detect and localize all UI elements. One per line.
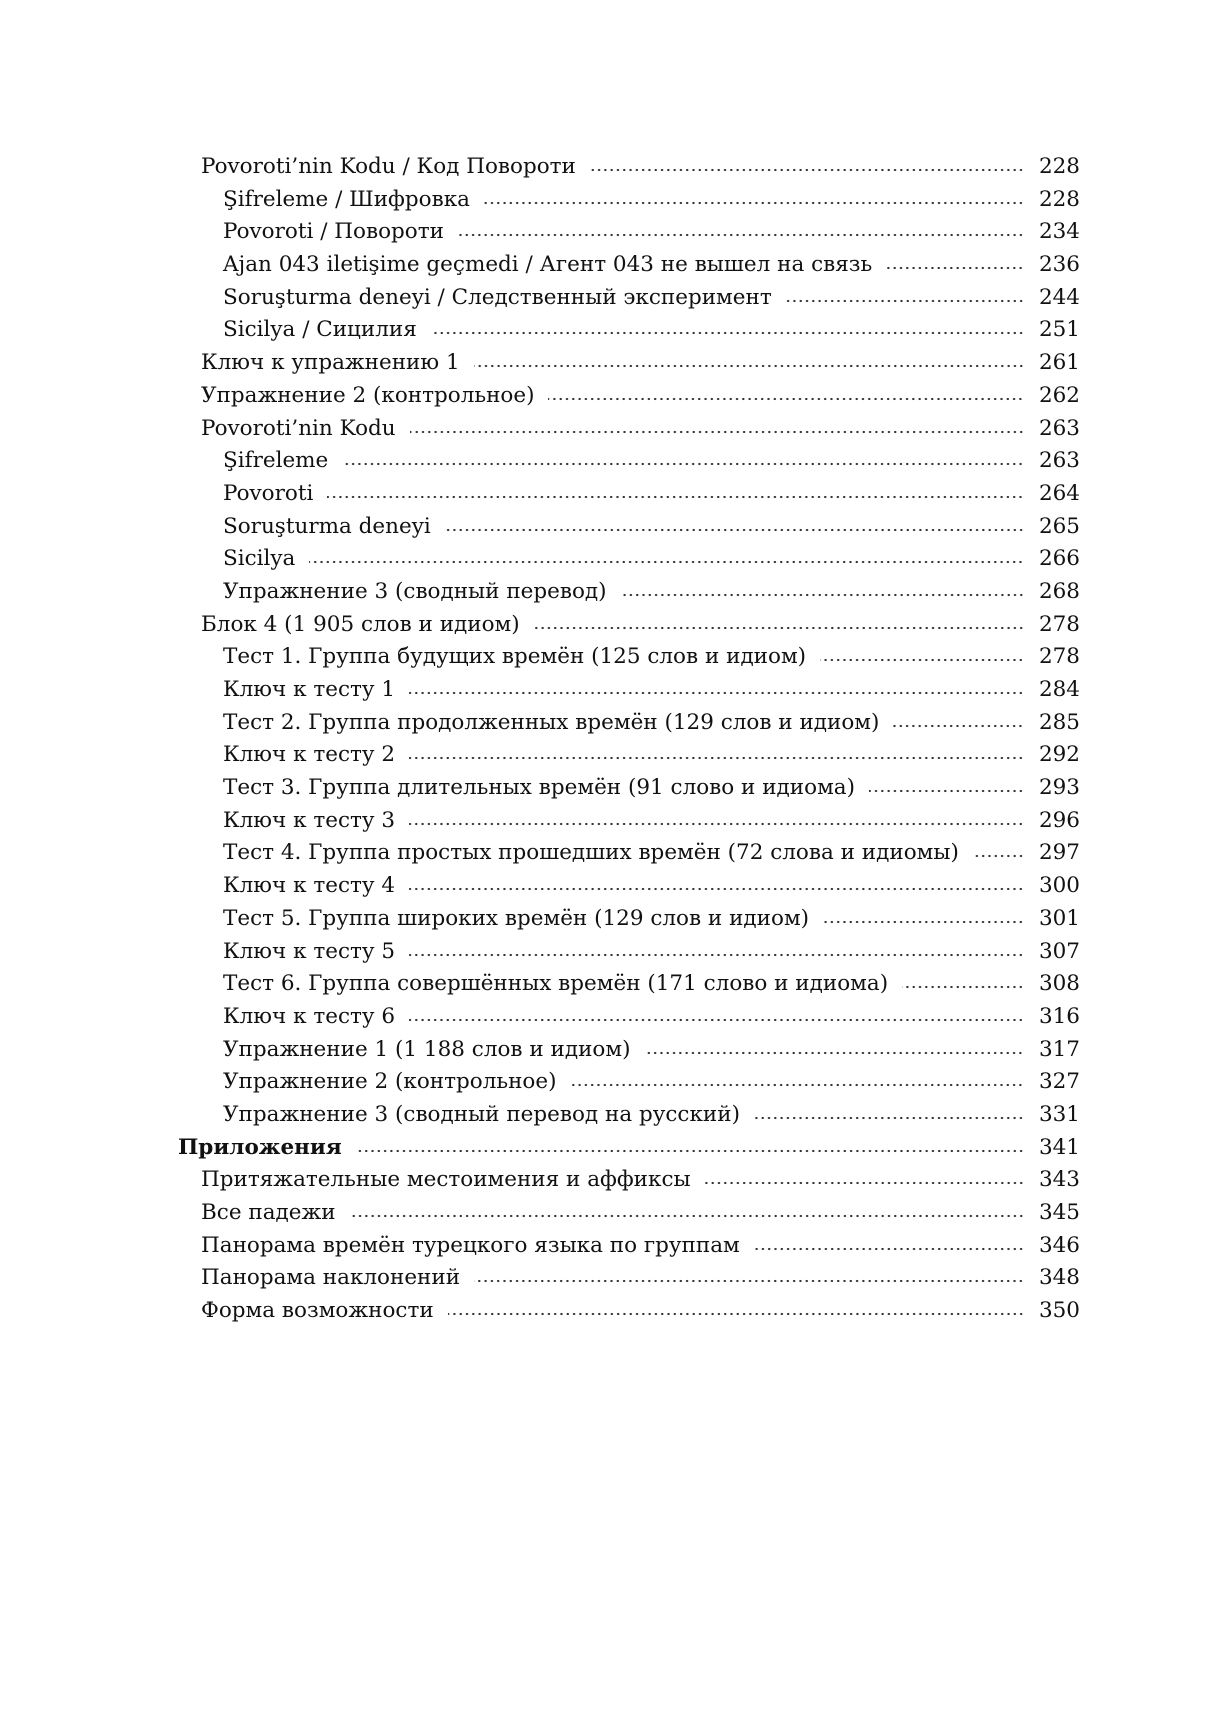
toc-entry-title: Упражнение 2 (контрольное)	[201, 382, 535, 408]
dot-leader	[754, 1115, 1024, 1121]
toc-entry-title: Ключ к тесту 2	[223, 742, 396, 768]
dot-leader	[786, 298, 1024, 304]
dot-leader	[484, 200, 1024, 206]
toc-entry	[178, 249, 1080, 282]
toc-entry-page-number: 327	[1038, 1069, 1080, 1095]
toc-entry-page-number: 307	[1038, 938, 1080, 964]
dot-leader	[327, 494, 1024, 500]
dot-leader	[823, 919, 1024, 925]
dot-leader	[448, 1311, 1024, 1317]
toc-entry-title: Форма возможности	[201, 1298, 434, 1324]
toc-entry-title: Povoroti / Повороти	[223, 219, 444, 245]
toc-entry-page-number: 285	[1038, 709, 1080, 735]
toc-entry-page-number: 278	[1038, 644, 1080, 670]
toc-entry-title: Блок 4 (1 905 слов и идиом)	[201, 611, 520, 637]
toc-entry	[178, 837, 1080, 870]
toc-entry	[178, 641, 1080, 674]
toc-entry-title: Ключ к тесту 5	[223, 938, 396, 964]
dot-leader	[973, 853, 1024, 859]
toc-entry-page-number: 346	[1038, 1232, 1080, 1258]
dot-leader	[356, 1148, 1024, 1154]
dot-leader	[409, 755, 1024, 761]
toc-entry-title: Şifreleme	[223, 448, 329, 474]
toc-entry-title: Приложения	[178, 1134, 342, 1160]
toc-entry-title: Тест 6. Группа совершённых времён (171 слово и идиома)	[223, 971, 889, 997]
toc-entry-page-number: 262	[1038, 382, 1080, 408]
dot-leader	[902, 984, 1024, 990]
dot-leader	[590, 167, 1024, 173]
dot-leader	[754, 1246, 1024, 1252]
toc-section-entry	[178, 1132, 1080, 1165]
toc-entry-title: Ключ к тесту 4	[223, 873, 396, 899]
toc-entry-page-number: 263	[1038, 448, 1080, 474]
toc-entry	[178, 511, 1080, 544]
toc-entry	[178, 1099, 1080, 1132]
toc-entry-page-number: 251	[1038, 317, 1080, 343]
toc-entry-page-number: 228	[1038, 186, 1080, 212]
dot-leader	[342, 461, 1024, 467]
toc-entry-page-number: 296	[1038, 807, 1080, 833]
toc-entry-page-number: 341	[1038, 1134, 1080, 1160]
toc-entry-title: Sicilya	[223, 546, 296, 572]
toc-entry-page-number: 264	[1038, 480, 1080, 506]
dot-leader	[309, 559, 1024, 565]
toc-entry	[178, 739, 1080, 772]
toc-entry	[178, 936, 1080, 969]
toc-entry-page-number: 292	[1038, 742, 1080, 768]
toc-entry-page-number: 348	[1038, 1265, 1080, 1291]
dot-leader	[644, 1050, 1024, 1056]
toc-entry	[178, 1001, 1080, 1034]
toc-entry	[178, 347, 1080, 380]
toc-entry	[178, 576, 1080, 609]
toc-entry-title: Панорама времён турецкого языка по группам	[201, 1232, 740, 1258]
toc-entry	[178, 151, 1080, 184]
toc-entry	[178, 609, 1080, 642]
toc-entry-page-number: 278	[1038, 611, 1080, 637]
toc-entry	[178, 445, 1080, 478]
dot-leader	[820, 657, 1024, 663]
toc-entry	[178, 1262, 1080, 1295]
dot-leader	[893, 723, 1024, 729]
toc-entry-page-number: 236	[1038, 252, 1080, 278]
dot-leader	[431, 330, 1024, 336]
toc-entry-page-number: 263	[1038, 415, 1080, 441]
toc-entry-title: Ключ к тесту 3	[223, 807, 396, 833]
toc-entry	[178, 805, 1080, 838]
toc-entry-title: Упражнение 3 (сводный перевод)	[223, 578, 607, 604]
toc-entry	[178, 282, 1080, 315]
dot-leader	[869, 788, 1024, 794]
toc-entry-page-number: 234	[1038, 219, 1080, 245]
dot-leader	[534, 625, 1024, 631]
toc-entry	[178, 413, 1080, 446]
dot-leader	[705, 1180, 1024, 1186]
toc-entry-title: Упражнение 2 (контрольное)	[223, 1069, 557, 1095]
toc-entry-title: Тест 4. Группа простых прошедших времён (72 слова и идиомы)	[223, 840, 959, 866]
toc-entry	[178, 1034, 1080, 1067]
toc-entry	[178, 674, 1080, 707]
toc-entry-page-number: 308	[1038, 971, 1080, 997]
toc-entry-title: Ajan 043 iletişime geçmedi / Агент 043 не вышел на связь	[223, 252, 873, 278]
toc-entry-title: Sicilya / Сицилия	[223, 317, 417, 343]
toc-entry-page-number: 350	[1038, 1298, 1080, 1324]
toc-entry-page-number: 266	[1038, 546, 1080, 572]
toc-entry-page-number: 268	[1038, 578, 1080, 604]
toc-entry	[178, 478, 1080, 511]
toc-entry-page-number: 300	[1038, 873, 1080, 899]
toc-entry	[178, 1164, 1080, 1197]
toc-entry-page-number: 343	[1038, 1167, 1080, 1193]
toc-entry-title: Soruşturma deneyi	[223, 513, 431, 539]
toc-entry-title: Тест 1. Группа будущих времён (125 слов и идиом)	[223, 644, 807, 670]
toc-entry	[178, 184, 1080, 217]
toc-entry-page-number: 331	[1038, 1101, 1080, 1127]
toc-entry	[178, 1066, 1080, 1099]
toc-entry-page-number: 284	[1038, 677, 1080, 702]
dot-leader	[548, 396, 1024, 402]
toc-entry	[178, 1295, 1080, 1328]
toc-entry-page-number: 297	[1038, 840, 1080, 866]
toc-entry-title: Ключ к упражнению 1	[201, 350, 460, 376]
toc-entry	[178, 870, 1080, 903]
dot-leader	[570, 1082, 1024, 1088]
toc-entry-title: Povoroti’nin Kodu	[201, 415, 396, 441]
toc-entry-title: Тест 5. Группа широких времён (129 слов и идиом)	[223, 905, 810, 931]
dot-leader	[410, 429, 1024, 435]
toc-entry-title: Упражнение 3 (сводный перевод на русский)	[223, 1101, 740, 1127]
toc-entry-page-number: 244	[1038, 284, 1080, 310]
toc-entry-title: Тест 3. Группа длительных времён (91 слово и идиома)	[223, 775, 855, 801]
dot-leader	[409, 952, 1024, 958]
toc-entry-title: Ключ к тесту 1	[223, 677, 396, 702]
dot-leader	[621, 592, 1024, 598]
dot-leader	[886, 265, 1024, 271]
toc-entry-page-number: 228	[1038, 154, 1080, 179]
toc-entry-page-number: 261	[1038, 350, 1080, 376]
dot-leader	[409, 821, 1024, 827]
toc-entry-page-number: 293	[1038, 775, 1080, 801]
toc-entry	[178, 903, 1080, 936]
toc-entry	[178, 380, 1080, 413]
toc-entry	[178, 216, 1080, 249]
toc-entry	[178, 1197, 1080, 1230]
dot-leader	[409, 1017, 1024, 1023]
toc-entry-page-number: 316	[1038, 1003, 1080, 1029]
toc-entry-title: Şifreleme / Шифровка	[223, 186, 470, 212]
dot-leader	[445, 527, 1024, 533]
toc-entry	[178, 707, 1080, 740]
toc-entry-title: Soruşturma deneyi / Следственный эксперимент	[223, 284, 772, 310]
toc-entry-page-number: 345	[1038, 1200, 1080, 1225]
dot-leader	[409, 886, 1024, 892]
toc-entry-title: Все падежи	[201, 1200, 336, 1225]
toc-entry	[178, 1230, 1080, 1263]
toc-entry-page-number: 317	[1038, 1036, 1080, 1062]
toc-entry-page-number: 265	[1038, 513, 1080, 539]
dot-leader	[350, 1213, 1024, 1219]
toc-entry-title: Притяжательные местоимения и аффиксы	[201, 1167, 691, 1193]
dot-leader	[409, 690, 1024, 696]
table-of-contents	[178, 151, 1080, 1328]
dot-leader	[458, 232, 1024, 238]
toc-entry-title: Povoroti’nin Kodu / Код Повороти	[201, 154, 576, 179]
toc-entry-title: Тест 2. Группа продолженных времён (129 слов и идиом)	[223, 709, 880, 735]
toc-entry	[178, 543, 1080, 576]
toc-entry-page-number: 301	[1038, 905, 1080, 931]
dot-leader	[474, 363, 1024, 369]
toc-entry-title: Панорама наклонений	[201, 1265, 461, 1291]
toc-entry	[178, 968, 1080, 1001]
toc-entry	[178, 314, 1080, 347]
toc-entry-title: Упражнение 1 (1 188 слов и идиом)	[223, 1036, 631, 1062]
toc-entry	[178, 772, 1080, 805]
toc-entry-title: Povoroti	[223, 480, 314, 506]
dot-leader	[474, 1278, 1024, 1284]
toc-entry-title: Ключ к тесту 6	[223, 1003, 396, 1029]
